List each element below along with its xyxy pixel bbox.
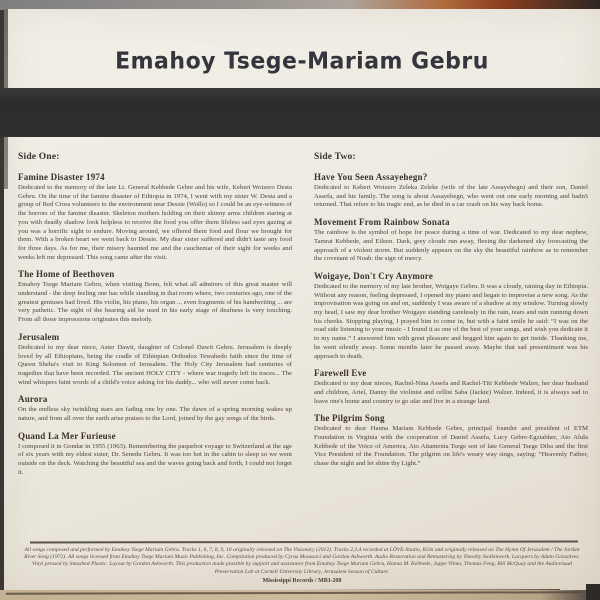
track-notes: Emahoy Tsege Mariam Gebru, when visiting Bonn, felt what all admirers of this great master will understand - the deep feeling one has while standing in that room where, two centuries ago, one of the greatest geniuses had lived. His violin, his piano, his organ ... even fragments of his handwriting ... are very pathetic. The sight of the hearing aid he used in his early stage of deafness is very touching. From all those impressions originates this melody. bbox=[18, 281, 293, 324]
side-two-column bbox=[314, 152, 588, 485]
credits-rule-top bbox=[30, 541, 578, 543]
track-notes: On the endless sky twinkling stars are fading one by one. The dawn of a spring morning wakes up nature, and from all over the earth arise praises to the Lord, joined by the gay songs of the birds. bbox=[18, 406, 292, 423]
background-strip-bottom bbox=[0, 590, 600, 600]
credits-block bbox=[20, 541, 584, 592]
track-notes: Dedicated to my dear nieces, Rachel-Nina Assefa and Rachel-Titi Kebbede Walzer, her dear husband and children, Ariel, Danny the violinist and cellist Saba (Jackie) Walzer. Indeed, it is always sad to leave one's home and country to go afar and live in a strange land. bbox=[314, 380, 588, 405]
album-back-cover bbox=[4, 9, 600, 591]
track-title: Quand La Mer Furieuse bbox=[18, 430, 116, 441]
black-band bbox=[0, 88, 600, 137]
credits-text: All songs composed and performed by Emahoy Tsege Mariam Gebru. Tracks 1, 6, 7, 8, 9, 10 originally released on The Visionary (2012). Tracks 2,3,4 recorded at LÖVE-Studio, Köln and originally released on The Hymn Of Jerusalem / The Jordan River Song (1972). All songs licensed from Emahoy Tsege Mariam Music Publishing, Inc. Compilation produced by Cyrus Moussavi and Gordon Ashworth. Audio Restoration and Remastering by Timothy Stollenwerk. Lacquers by Adam Gonsalves. Vinyl pressed by Smashed Plastic. Layout by Gordon Ashworth. This production made possible by support and assistance from Emahoy Tsege Mariam Gebru, Hanna M. Kebbede, Jappe Vilma, Thomas Feng, Bill McQuay and the Audiovisual Preservation Lab at Cornell University Library, Jerusalem Season of Culture. bbox=[24, 546, 580, 575]
artist-title: Emahoy Tsege-Mariam Gebru bbox=[115, 48, 489, 75]
label-catalog-number: Mississippi Records / MRI-208 bbox=[262, 578, 342, 585]
track-section bbox=[18, 431, 292, 478]
track-title: The Pilgrim Song bbox=[314, 413, 385, 424]
track-notes: Dedicated to the memory of my late brother, Woigaye Gebru. It was a cloudy, raining day in Ethiopia. Without any reason, feeling depressed, I opened my piano and began to improvise a new song. As the improvisation was going on and on, suddenly I was aware of a shadow at my window. Turning slowly my head, I saw my dear brother Woigaye standing carelessly in the rain, tears and rain running down his cheeks. Stopping playing, I prayed him to come in, but with a faint smile he said: “I was on the road side listening to your music - I found it as one of the best of your songs, and wish you dedicate it to my name.” I answered him with great pleasure and begged him again to get inside. Thanking me, he went silently away. Some months later he passed away. Maybe that sad presentiment was his approach to death. bbox=[314, 282, 588, 360]
liner-notes bbox=[18, 152, 588, 485]
track-title: Famine Disaster 1974 bbox=[18, 172, 105, 182]
track-title: Have You Seen Assayehegn? bbox=[314, 172, 428, 182]
track-section bbox=[18, 269, 292, 325]
track-notes: I composed it in Gondar in 1955 (1963). Remembering the paquebot voyage to Switzerland at the age of six years with my eldest sister, Dr. Senedu Gebru. It was too hot in the cabin to sleep so we went outside on the deck. Watching the beautiful sea and the waves going back and forth, I could not forget it. bbox=[18, 442, 292, 476]
track-title: Movement From Rainbow Sonata bbox=[314, 217, 450, 228]
track-title: Woigaye, Don't Cry Anymore bbox=[314, 270, 434, 281]
track-notes: Dedicated to my dear niece, Aster Dawit, daughter of Colonel Dawit Gebru. Jerusalem is deeply loved by all Ethiopians, being the cradle of Ethiopian Orthodox Tewahedo faith since the time of Queen Sheba's visit to King Solomon of Jerusalem. The Holy City Jerusalem had centuries of tragedies that have been recorded. The ancient HOLY CITY - where war tragedy left its traces... The wind whispers faint words of a child's voice asking for his daddy... who will never come back. bbox=[18, 343, 292, 386]
track-section bbox=[18, 332, 292, 388]
track-section bbox=[314, 413, 588, 469]
track-title: Farewell Eve bbox=[314, 368, 367, 379]
track-section bbox=[18, 172, 292, 262]
background-corner bbox=[586, 584, 600, 600]
side-one-column bbox=[18, 152, 292, 485]
sleeve-bottom-shadow bbox=[6, 591, 582, 595]
side-two-heading: Side Two: bbox=[314, 152, 356, 162]
track-title: Jerusalem bbox=[18, 331, 60, 342]
track-section bbox=[314, 368, 588, 406]
track-notes: Dedicated to dear Hanna Mariam Kebbede Gebre, principal founder and president of ETM Foundation in Virginia with the cooperation of Daniel Assefa, Lucy Gebre-Egziabher, Ato Alula Kebbede of the Voice of America, Ato Attamenta Tsege son of late General Tsege Diba and the first Vice President of the Foundation. The pilgrim on life's weary way sings, saying: “Heavenly Father, chase the night and let shine thy Light.” bbox=[314, 425, 588, 468]
track-section bbox=[18, 394, 292, 423]
track-notes: Dedicated to the memory of the late Lt. General Kebbede Gebre and his wife, Kebert Woizero Desta Gebru. On the time of the famine disaster of Ethiopia in 1974, I went with my sister W. Desta and a group of Red Cross volunteers to the environment near Dessie (Wollo) so I could be an eye-witness of the horrors of the famine disaster. Skeleton mothers holding on their skinny arms children staring at you with deadly shadow look helpless to receive the food you offer them lifeless sad eyes gazing at you was a horrific sight to endure. Moving around, we offered them food and flour we brought for them. With a broken heart we went back to Dessie. My dear sister suffered and didn't taste any food for three days. As for me, their misery haunted me and the cauchemar of their sight for weeks and weeks left me depressed. This song came after the visit. bbox=[18, 184, 292, 261]
side-one-heading: Side One: bbox=[18, 152, 60, 162]
track-section bbox=[314, 271, 588, 361]
track-section bbox=[314, 172, 588, 210]
track-section bbox=[314, 217, 588, 264]
track-title: Aurora bbox=[18, 394, 48, 405]
track-notes: Dedicated to Kebert Woizero Zeleka Zeleke (wife of the late Assayehegn) and their son, Daniel Assefa, and his family. The song is about Assayehegn, who went out one early morning and hadn't returned. That refers to his tragic end, as he died in a car crash on his way back home. bbox=[314, 184, 588, 209]
track-title: The Home of Beethoven bbox=[18, 269, 115, 280]
track-notes: The rainbow is the symbol of hope for peace during a time of war. Dedicated to my dear nephew, Tamrat Kebbede, and Eileen. Dark, grey clouds run away, fleeing the darkened sky forecasting the approach of a violent storm. But suddenly appears on the sky the beautiful rainbow as to remember the covenant of Noah: the sign of mercy. bbox=[314, 229, 588, 263]
